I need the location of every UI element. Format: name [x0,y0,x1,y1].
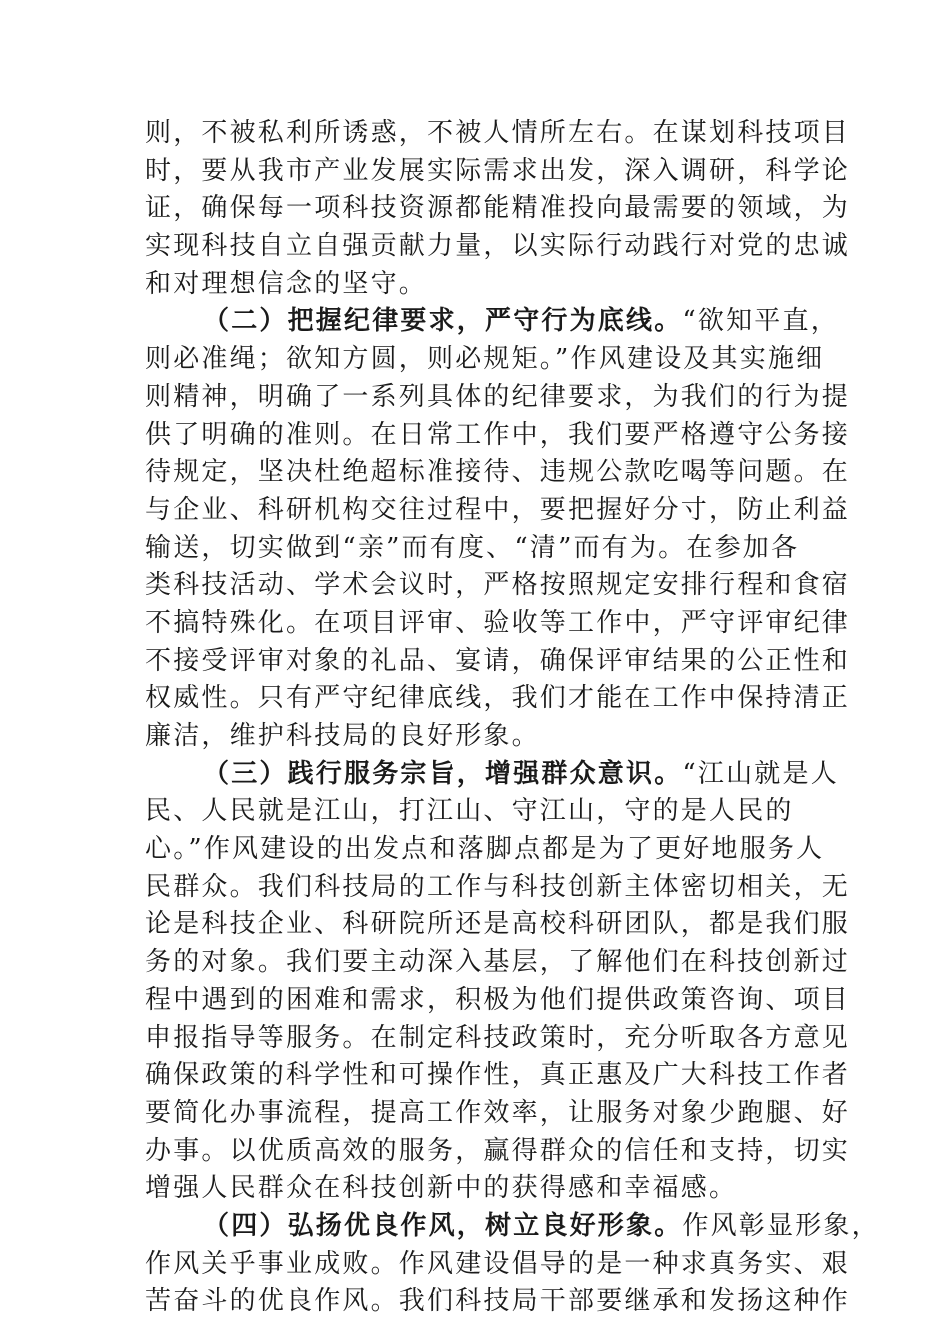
text-line: 廉洁，维护科技局的良好形象。 [145,721,540,751]
section-heading-2: （二）把握纪律要求，严守行为底线。 [203,306,683,337]
text-line: 作风关乎事业成败。作风建设倡导的是一种求真务实、艰 [145,1248,851,1279]
paragraph-continuation [145,115,851,303]
text-line: 权威性。只有严守纪律底线，我们才能在工作中保持清正 [145,683,851,714]
text-line [145,303,839,341]
section-heading-3: （三）践行服务宗旨，增强群众意识。 [203,758,683,789]
text-run: “欲知平直， [682,306,839,337]
text-line: 论是科技企业、科研院所还是高校科研团队，都是我们服 [145,909,851,940]
text-line: 则，不被私利所诱惑，不被人情所左右。在谋划科技项目 [145,118,851,148]
section-heading-4: （四）弘扬优良作风，树立良好形象。 [203,1210,683,1241]
text-line: 增强人民群众在科技创新中的获得感和幸福感。 [145,1173,738,1204]
text-line: 和对理想信念的坚守。 [145,268,428,299]
text-line: 要简化办事流程，提高工作效率，让服务对象少跑腿、好 [145,1097,851,1128]
text-line: 务的对象。我们要主动深入基层，了解他们在科技创新过 [145,947,851,978]
text-line: 申报指导等服务。在制定科技政策时，充分听取各方意见 [145,1022,851,1053]
paragraph-discipline [145,303,851,755]
text-line [145,756,839,794]
text-line: 确保政策的科学性和可操作性，真正惠及广大科技工作者 [145,1060,851,1091]
text-line: 则精神，明确了一系列具体的纪律要求，为我们的行为提 [145,381,851,412]
text-line: 输送，切实做到“亲”而有度、“清”而有为。在参加各 [145,532,800,563]
text-line: 供了明确的准则。在日常工作中，我们要严格遵守公务接 [145,419,851,450]
text-line: 类科技活动、学术会议时，严格按照规定安排行程和食宿 [145,570,851,601]
text-line: 民、人民就是江山，打江山、守江山，守的是人民的 [145,796,794,827]
text-line: 与企业、科研机构交往过程中，要把握好分寸，防止利益 [145,494,851,525]
document-body [145,115,880,1321]
text-line: 时，要从我市产业发展实际需求出发，深入调研，科学论 [145,155,851,186]
text-line: 办事。以优质高效的服务，赢得群众的信任和支持，切实 [145,1135,851,1166]
text-line: 程中遇到的困难和需求，积极为他们提供政策咨询、项目 [145,984,851,1015]
text-line [145,1208,880,1246]
text-line: 证，确保每一项科技资源都能精准投向最需要的领域，为 [145,193,851,224]
text-line: 待规定，坚决杜绝超标准接待、违规公款吃喝等问题。在 [145,457,851,488]
text-line: 心。”作风建设的出发点和落脚点都是为了更好地服务人 [145,834,825,865]
text-line: 民群众。我们科技局的工作与科技创新主体密切相关，无 [145,871,851,902]
text-run: 作风彰显形象， [682,1210,880,1241]
text-run: “江山就是人 [682,758,839,789]
paragraph-style [145,1208,880,1321]
text-line: 则必准绳；欲知方圆，则必规矩。”作风建设及其实施细 [145,344,825,375]
text-line: 苦奋斗的优良作风。我们科技局干部要继承和发扬这种作 [145,1286,851,1317]
text-line: 实现科技自立自强贡献力量，以实际行动践行对党的忠诚 [145,231,851,262]
paragraph-service [145,756,851,1208]
text-line: 不搞特殊化。在项目评审、验收等工作中，严守评审纪律 [145,607,851,638]
text-line: 不接受评审对象的礼品、宴请，确保评审结果的公正性和 [145,645,851,676]
